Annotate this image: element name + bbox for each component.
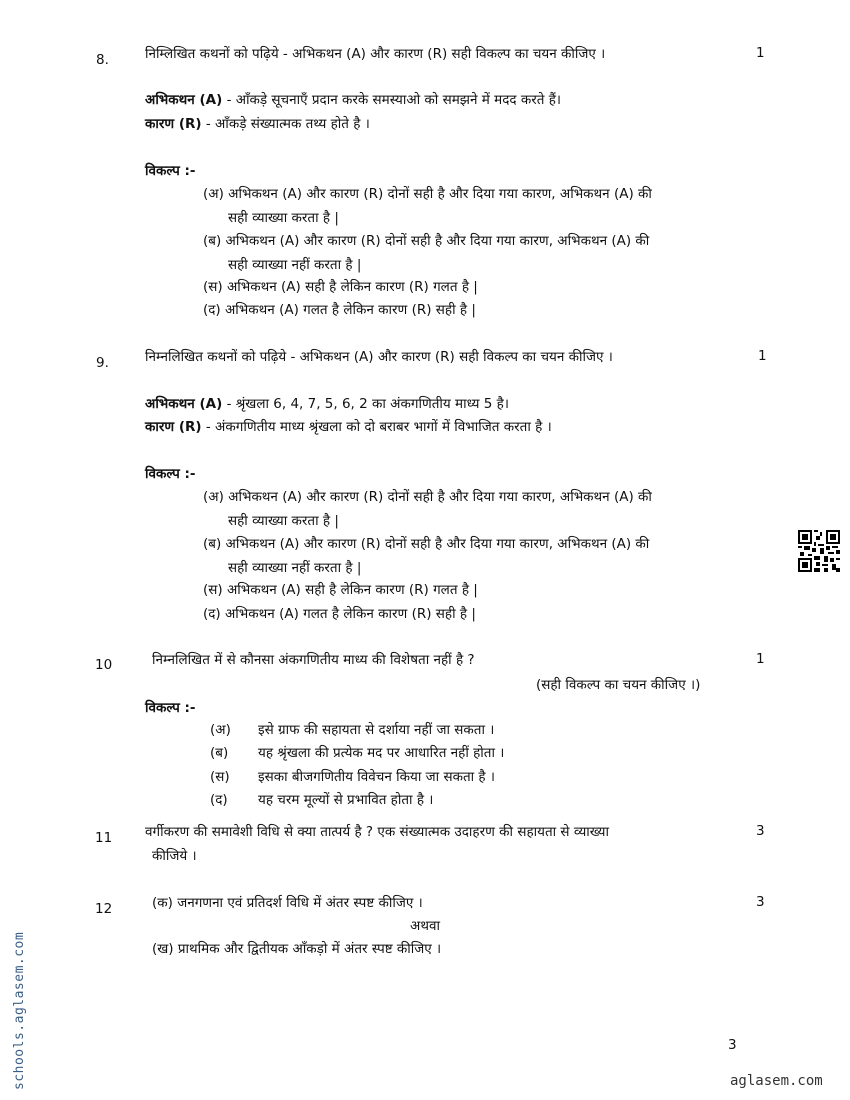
- q8-reason-text: - आँकड़े संख्यात्मक तथ्य होते है ।: [201, 116, 370, 132]
- q10-option-a: इसे ग्राफ की सहायता से दर्शाया नहीं जा सकता ।: [258, 722, 495, 738]
- q9-option-a-line2: सही व्याख्या करता है |: [228, 513, 339, 529]
- qr-code-icon: [798, 530, 840, 572]
- q9-reason-label: कारण (R): [145, 419, 202, 435]
- watermark-bottom: aglasem.com: [730, 1073, 823, 1089]
- q9-reason-text: - अंकगणितीय माध्य श्रृंखला को दो बराबर भागों में विभाजित करता है ।: [201, 419, 552, 435]
- q8-option-b-line1: (ब) अभिकथन (A) और कारण (R) दोनों सही है और दिया गया कारण, अभिकथन (A) की: [203, 233, 650, 249]
- q10-number: 10: [95, 657, 113, 673]
- q9-marks: 1: [758, 348, 767, 364]
- q9-option-d: (द) अभिकथन (A) गलत है लेकिन कारण (R) सही है |: [203, 606, 476, 622]
- watermark-side: schools.aglasem.com: [12, 931, 27, 1090]
- q8-assertion: [145, 90, 561, 108]
- q8-options-label: विकल्प :-: [145, 163, 196, 179]
- q11-question-line2: कीजिये ।: [152, 848, 197, 864]
- q9-assertion-label: अभिकथन (A): [145, 396, 223, 412]
- q9-assertion-text: - श्रृंखला 6, 4, 7, 5, 6, 2 का अंकगणितीय माध्य 5 है।: [222, 396, 509, 412]
- q10-option-c-label: (स): [210, 769, 230, 785]
- page-number: 3: [728, 1037, 737, 1053]
- q8-reason-label: कारण (R): [145, 116, 202, 132]
- q10-option-c: इसका बीजगणितीय विवेचन किया जा सकता है ।: [258, 769, 496, 785]
- q11-number: 11: [95, 830, 113, 846]
- q8-assertion-label: अभिकथन (A): [145, 92, 223, 108]
- q12-part-b: (ख) प्राथमिक और द्वितीयक आँकड़ो में अंतर स्पष्ट कीजिए ।: [152, 941, 442, 957]
- q8-question: निम्लिखित कथनों को पढ़िये - अभिकथन (A) और कारण (R) सही विकल्प का चयन कीजिए ।: [145, 46, 606, 62]
- q11-question-line1: वर्गीकरण की समावेशी विधि से क्या तात्पर्य है ? एक संख्यात्मक उदाहरण की सहायता से व्याख्या: [145, 824, 610, 840]
- q10-option-d: यह चरम मूल्यों से प्रभावित होता है ।: [258, 792, 434, 808]
- q11-marks: 3: [756, 823, 765, 839]
- q10-option-b-label: (ब): [210, 745, 229, 761]
- q9-option-b-line1: (ब) अभिकथन (A) और कारण (R) दोनों सही है और दिया गया कारण, अभिकथन (A) की: [203, 536, 650, 552]
- q10-option-d-label: (द): [210, 792, 228, 808]
- q9-number: 9.: [96, 355, 109, 371]
- q8-assertion-text: - आँकड़े सूचनाएँ प्रदान करके समस्याओ को समझने में मदद करते हैं।: [222, 92, 561, 108]
- q8-reason: [145, 114, 370, 132]
- q8-option-b-line2: सही व्याख्या नहीं करता है |: [228, 257, 362, 273]
- q10-option-a-label: (अ): [210, 722, 231, 738]
- q10-options-label: विकल्प :-: [145, 700, 196, 716]
- q10-option-b: यह श्रृंखला की प्रत्येक मद पर आधारित नहीं होता ।: [258, 745, 505, 761]
- q12-part-a: (क) जनगणना एवं प्रतिदर्श विधि में अंतर स्पष्ट कीजिए ।: [152, 895, 423, 911]
- q9-question: निम्नलिखित कथनों को पढ़िये - अभिकथन (A) और कारण (R) सही विकल्प का चयन कीजिए ।: [145, 349, 613, 365]
- q8-option-a-line1: (अ) अभिकथन (A) और कारण (R) दोनों सही है और दिया गया कारण, अभिकथन (A) की: [203, 186, 652, 202]
- q8-number: 8.: [96, 52, 109, 68]
- q9-option-b-line2: सही व्याख्या नहीं करता है |: [228, 560, 362, 576]
- q12-or: अथवा: [410, 918, 440, 934]
- q9-reason: [145, 417, 552, 435]
- q12-marks: 3: [756, 894, 765, 910]
- q9-options-label: विकल्प :-: [145, 466, 196, 482]
- q9-assertion: [145, 394, 509, 412]
- q10-marks: 1: [756, 651, 765, 667]
- q9-option-a-line1: (अ) अभिकथन (A) और कारण (R) दोनों सही है और दिया गया कारण, अभिकथन (A) की: [203, 489, 652, 505]
- q8-option-d: (द) अभिकथन (A) गलत है लेकिन कारण (R) सही है |: [203, 302, 476, 318]
- q8-marks: 1: [756, 45, 765, 61]
- q10-question: निम्नलिखित में से कौनसा अंकगणितीय माध्य की विशेषता नहीं है ?: [152, 652, 475, 668]
- q12-number: 12: [95, 901, 113, 917]
- q9-option-c: (स) अभिकथन (A) सही है लेकिन कारण (R) गलत है |: [203, 582, 478, 598]
- q8-option-c: (स) अभिकथन (A) सही है लेकिन कारण (R) गलत है |: [203, 279, 478, 295]
- q10-instruction: (सही विकल्प का चयन कीजिए ।): [536, 677, 701, 693]
- q8-option-a-line2: सही व्याख्या करता है |: [228, 210, 339, 226]
